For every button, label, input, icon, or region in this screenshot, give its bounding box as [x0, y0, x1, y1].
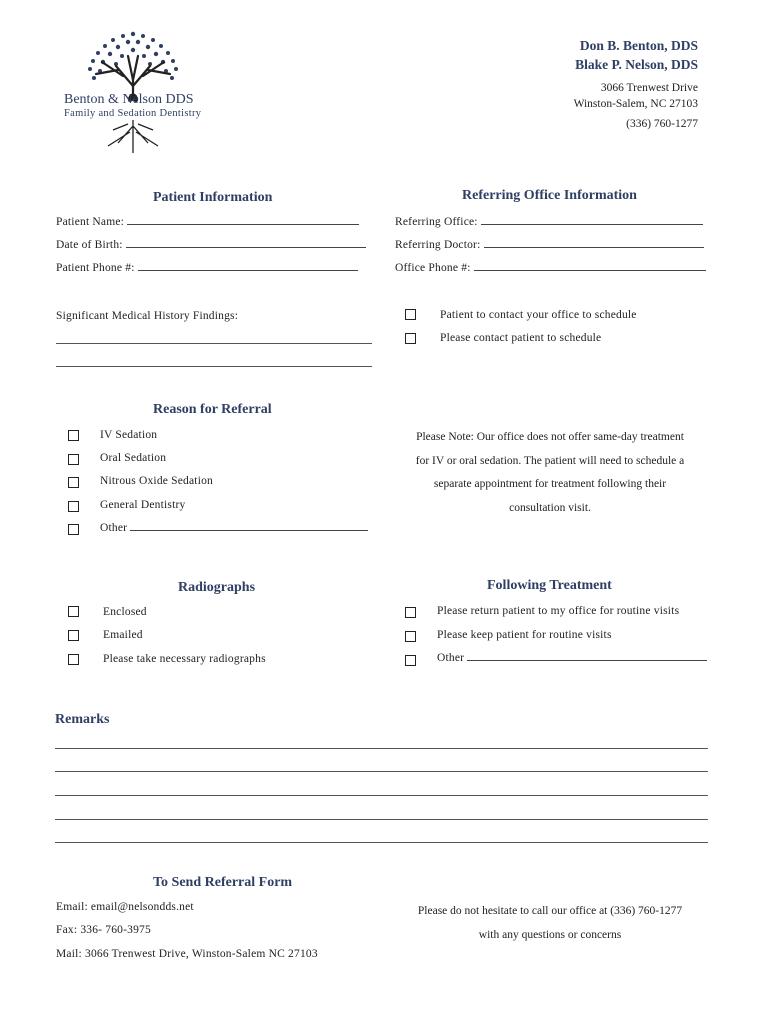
send-fax: Fax: 336- 760-3975 [56, 924, 151, 936]
referring-office-label: Referring Office: [395, 216, 478, 228]
patient-name-field[interactable] [56, 216, 359, 228]
take-radiographs-label: Please take necessary radiographs [103, 653, 266, 665]
enclosed-label: Enclosed [103, 606, 147, 618]
remarks-line-3[interactable] [55, 795, 708, 796]
contact-line-2: with any questions or concerns [478, 928, 622, 941]
remarks-line-1[interactable] [55, 748, 708, 749]
logo-name: Benton & Nelson DDS [64, 92, 194, 107]
referring-doctor-field[interactable] [395, 239, 704, 251]
patient-phone-label: Patient Phone #: [56, 262, 135, 274]
logo-subtitle: Family and Sedation Dentistry [64, 108, 202, 119]
following-other-checkbox[interactable] [405, 655, 416, 666]
reason-other-checkbox[interactable] [68, 524, 79, 535]
emailed-checkbox[interactable] [68, 630, 79, 641]
enclosed-checkbox[interactable] [68, 606, 79, 617]
patient-phone-field[interactable] [56, 262, 358, 274]
oral-sedation-label: Oral Sedation [100, 452, 167, 464]
reason-other-label: Other [100, 522, 128, 534]
note-line-2: for IV or oral sedation. The patient will need to schedule a [415, 454, 685, 467]
contact-note [380, 900, 720, 947]
history-label: Significant Medical History Findings: [56, 310, 239, 322]
send-email: Email: email@nelsondds.net [56, 901, 194, 913]
same-day-note [380, 426, 720, 520]
office-phone: (336) 760-1277 [626, 118, 698, 130]
dob-field[interactable] [56, 239, 366, 251]
doctor-name-2: Blake P. Nelson, DDS [575, 57, 698, 72]
remarks-line-4[interactable] [55, 819, 708, 820]
iv-sedation-label: IV Sedation [100, 429, 158, 441]
history-line-1[interactable] [56, 343, 372, 344]
logo [60, 28, 220, 158]
following-treatment-heading: Following Treatment [487, 578, 612, 593]
general-dentistry-checkbox[interactable] [68, 501, 79, 512]
radiographs-heading: Radiographs [178, 580, 256, 595]
reason-other-field[interactable] [100, 522, 368, 534]
note-line-4: consultation visit. [509, 501, 591, 514]
take-radiographs-checkbox[interactable] [68, 654, 79, 665]
contact-office-label: Patient to contact your office to schedule [440, 309, 637, 321]
keep-patient-label: Please keep patient for routine visits [437, 629, 612, 641]
nitrous-oxide-label: Nitrous Oxide Sedation [100, 475, 213, 487]
keep-patient-checkbox[interactable] [405, 631, 416, 642]
note-line-1: Please Note: Our office does not offer same-day treatment [416, 431, 684, 443]
send-referral-heading: To Send Referral Form [153, 875, 293, 890]
office-phone-field[interactable] [395, 262, 706, 274]
general-dentistry-label: General Dentistry [100, 499, 186, 511]
oral-sedation-checkbox[interactable] [68, 454, 79, 465]
referring-office-field[interactable] [395, 216, 703, 228]
remarks-line-5[interactable] [55, 842, 708, 843]
patient-info-heading: Patient Information [153, 190, 273, 205]
contact-line-1: Please do not hesitate to call our office at (336) 760-1277 [417, 905, 683, 917]
referring-office-heading: Referring Office Information [462, 188, 637, 203]
contact-patient-label: Please contact patient to schedule [440, 332, 602, 344]
emailed-label: Emailed [103, 629, 143, 641]
dob-label: Date of Birth: [56, 239, 123, 251]
send-mail: Mail: 3066 Trenwest Drive, Winston-Salem NC 27103 [56, 948, 318, 960]
address-line-2: Winston-Salem, NC 27103 [573, 98, 698, 110]
iv-sedation-checkbox[interactable] [68, 430, 79, 441]
practice-header [574, 36, 698, 132]
return-patient-checkbox[interactable] [405, 607, 416, 618]
following-other-label: Other [437, 652, 465, 664]
return-patient-label: Please return patient to my office for routine visits [437, 605, 680, 617]
address-line-1: 3066 Trenwest Drive [600, 82, 698, 94]
nitrous-oxide-checkbox[interactable] [68, 477, 79, 488]
contact-patient-checkbox[interactable] [405, 333, 416, 344]
remarks-heading: Remarks [55, 712, 110, 727]
history-line-2[interactable] [56, 366, 372, 367]
following-other-field[interactable] [437, 652, 707, 664]
note-line-3: separate appointment for treatment following their [433, 478, 667, 490]
referring-doctor-label: Referring Doctor: [395, 239, 481, 251]
remarks-line-2[interactable] [55, 771, 708, 772]
contact-office-checkbox[interactable] [405, 309, 416, 320]
office-phone-label: Office Phone #: [395, 262, 471, 274]
doctor-name-1: Don B. Benton, DDS [579, 38, 698, 53]
reason-heading: Reason for Referral [153, 402, 272, 417]
patient-name-label: Patient Name: [56, 216, 125, 228]
